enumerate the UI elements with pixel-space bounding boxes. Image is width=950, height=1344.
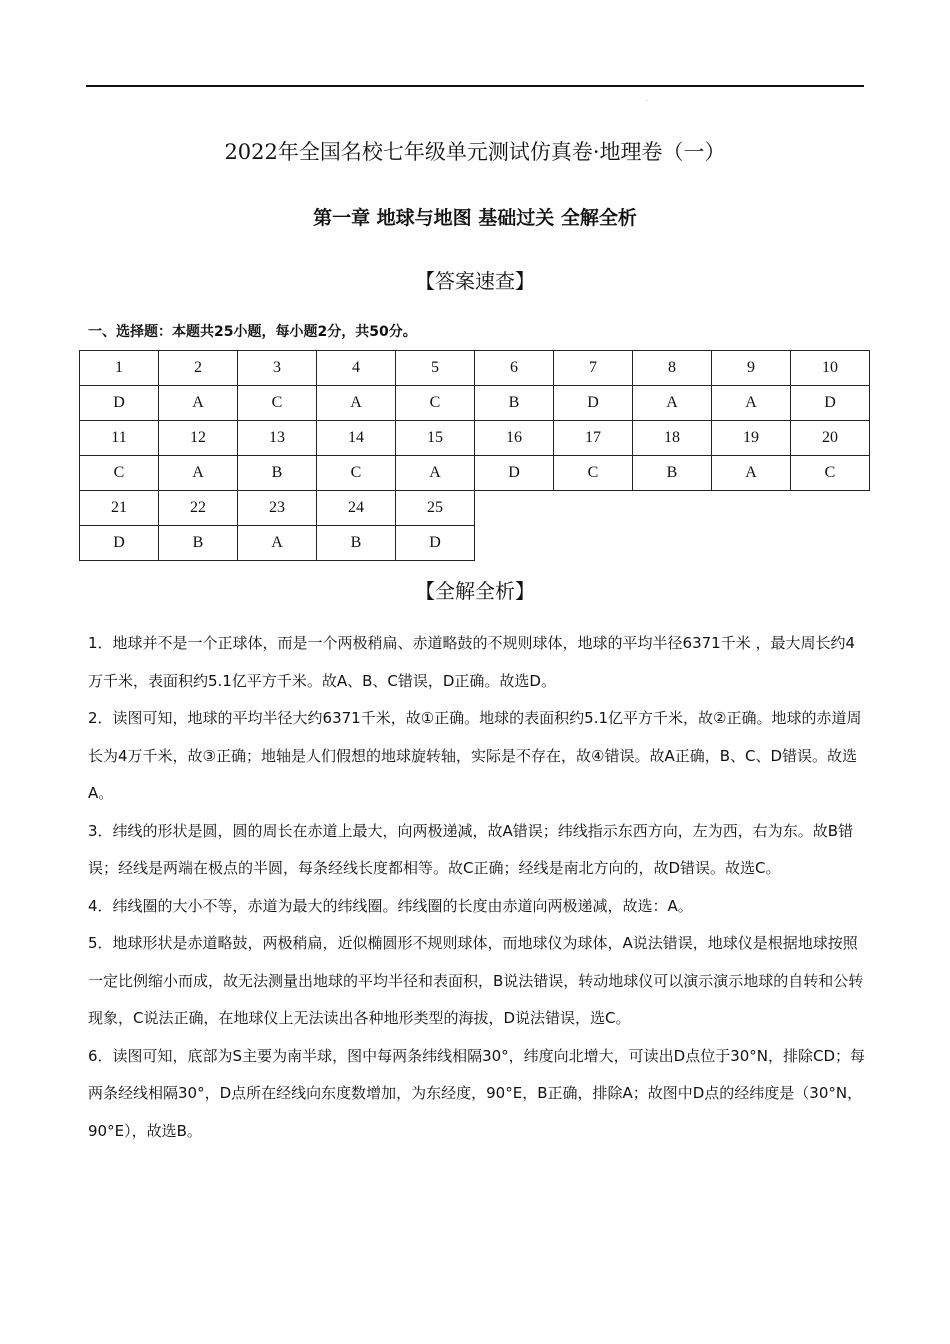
answer-cell: C — [554, 456, 633, 491]
empty-cell — [712, 526, 791, 561]
answers-heading: 【答案速查】 — [415, 269, 535, 293]
answer-cell: A — [633, 386, 712, 421]
answer-cell: B — [238, 456, 317, 491]
empty-cell — [633, 491, 712, 526]
question-number-cell: 6 — [475, 351, 554, 386]
answer-cell: C — [238, 386, 317, 421]
table-row — [80, 526, 870, 561]
table-row — [80, 456, 870, 491]
question-number-cell: 16 — [475, 421, 554, 456]
analysis-item: 2．读图可知，地球的平均半径大约6371千米，故①正确。地球的表面积约5.1亿平方千米，故②正确。地球的赤道周长为4万千米，故③正确；地轴是人们假想的地球旋转轴，实际是不存在，故④错误。故A正确，B、C、D错误。故选A。 — [88, 709, 862, 802]
answer-cell: B — [317, 526, 396, 561]
answer-cell: C — [396, 386, 475, 421]
question-number-cell: 24 — [317, 491, 396, 526]
analysis-body — [88, 625, 866, 1150]
empty-cell — [554, 491, 633, 526]
answer-table — [79, 350, 870, 561]
question-number-cell: 2 — [159, 351, 238, 386]
analysis-heading: 【全解全析】 — [415, 579, 535, 603]
section-label: 一、选择题：本题共25小题，每小题2分，共50分。 — [88, 324, 417, 340]
answer-cell: A — [712, 456, 791, 491]
answer-cell: D — [791, 386, 870, 421]
header-rule — [86, 85, 864, 87]
empty-cell — [633, 526, 712, 561]
answer-cell: B — [633, 456, 712, 491]
question-number-cell: 23 — [238, 491, 317, 526]
question-number-cell: 18 — [633, 421, 712, 456]
answer-cell: C — [80, 456, 159, 491]
answer-cell: A — [159, 386, 238, 421]
answer-cell: A — [317, 386, 396, 421]
answer-cell: A — [159, 456, 238, 491]
question-number-cell: 14 — [317, 421, 396, 456]
empty-cell — [475, 526, 554, 561]
empty-cell — [791, 526, 870, 561]
table-row — [80, 351, 870, 386]
analysis-item: 4．纬线圈的大小不等，赤道为最大的纬线圈。纬线圈的长度由赤道向两极递减，故选：A。 — [88, 896, 693, 915]
question-number-cell: 1 — [80, 351, 159, 386]
question-number-cell: 13 — [238, 421, 317, 456]
question-number-cell: 11 — [80, 421, 159, 456]
answer-cell: C — [317, 456, 396, 491]
table-row — [80, 386, 870, 421]
answer-cell: D — [80, 386, 159, 421]
question-number-cell: 12 — [159, 421, 238, 456]
question-number-cell: 15 — [396, 421, 475, 456]
question-number-cell: 10 — [791, 351, 870, 386]
answer-cell: A — [238, 526, 317, 561]
analysis-item: 5．地球形状是赤道略鼓，两极稍扁，近似椭圆形不规则球体，而地球仪为球体，A说法错误，地球仪是根据地球按照一定比例缩小而成，故无法测量出地球的平均半径和表面积，B说法错误，转动地球仪可以演示演示地球的自转和公转现象，C说法正确，在地球仪上无法读出各种地形类型的海拔，D说法错误，选C。 — [88, 934, 864, 1027]
analysis-item: 6．读图可知，底部为S主要为南半球，图中每两条纬线相隔30°，纬度向北增大，可读出D点位于30°N，排除CD；每两条经线相隔30°，D点所在经线向东度数增加，为东经度，90°E，B正确，排除A；故图中D点的经纬度是（30°N，90°E），故选B。 — [88, 1046, 866, 1140]
answer-cell: D — [80, 526, 159, 561]
answer-cell: D — [554, 386, 633, 421]
answer-cell: C — [791, 456, 870, 491]
question-number-cell: 8 — [633, 351, 712, 386]
table-row — [80, 421, 870, 456]
answer-cell: B — [475, 386, 554, 421]
empty-cell — [791, 491, 870, 526]
answer-cell: B — [159, 526, 238, 561]
question-number-cell: 20 — [791, 421, 870, 456]
empty-cell — [475, 491, 554, 526]
question-number-cell: 25 — [396, 491, 475, 526]
answer-cell: A — [396, 456, 475, 491]
analysis-item: 3．纬线的形状是圆，圆的周长在赤道上最大，向两极递减，故A错误；纬线指示东西方向，左为西，右为东。故B错误；经线是两端在极点的半圆，每条经线长度都相等。故C正确；经线是南北方向的，故D错误。故选C。 — [88, 821, 854, 877]
empty-cell — [554, 526, 633, 561]
question-number-cell: 21 — [80, 491, 159, 526]
question-number-cell: 3 — [238, 351, 317, 386]
question-number-cell: 7 — [554, 351, 633, 386]
page-subtitle: 第一章 地球与地图 基础过关 全解全析 — [313, 207, 637, 229]
table-row — [80, 491, 870, 526]
question-number-cell: 5 — [396, 351, 475, 386]
question-number-cell: 4 — [317, 351, 396, 386]
answer-cell: D — [396, 526, 475, 561]
question-number-cell: 9 — [712, 351, 791, 386]
header-dot: . — [646, 96, 648, 103]
question-number-cell: 17 — [554, 421, 633, 456]
answer-cell: A — [712, 386, 791, 421]
question-number-cell: 22 — [159, 491, 238, 526]
answer-cell: D — [475, 456, 554, 491]
analysis-item: 1．地球并不是一个正球体，而是一个两极稍扁、赤道略鼓的不规则球体，地球的平均半径6371千米 ，最大周长约4万千米，表面积约5.1亿平方千米。故A、B、C错误，D正确。故选D。 — [88, 634, 856, 690]
empty-cell — [712, 491, 791, 526]
page-title: 2022年全国名校七年级单元测试仿真卷·地理卷（一） — [224, 140, 726, 164]
question-number-cell: 19 — [712, 421, 791, 456]
